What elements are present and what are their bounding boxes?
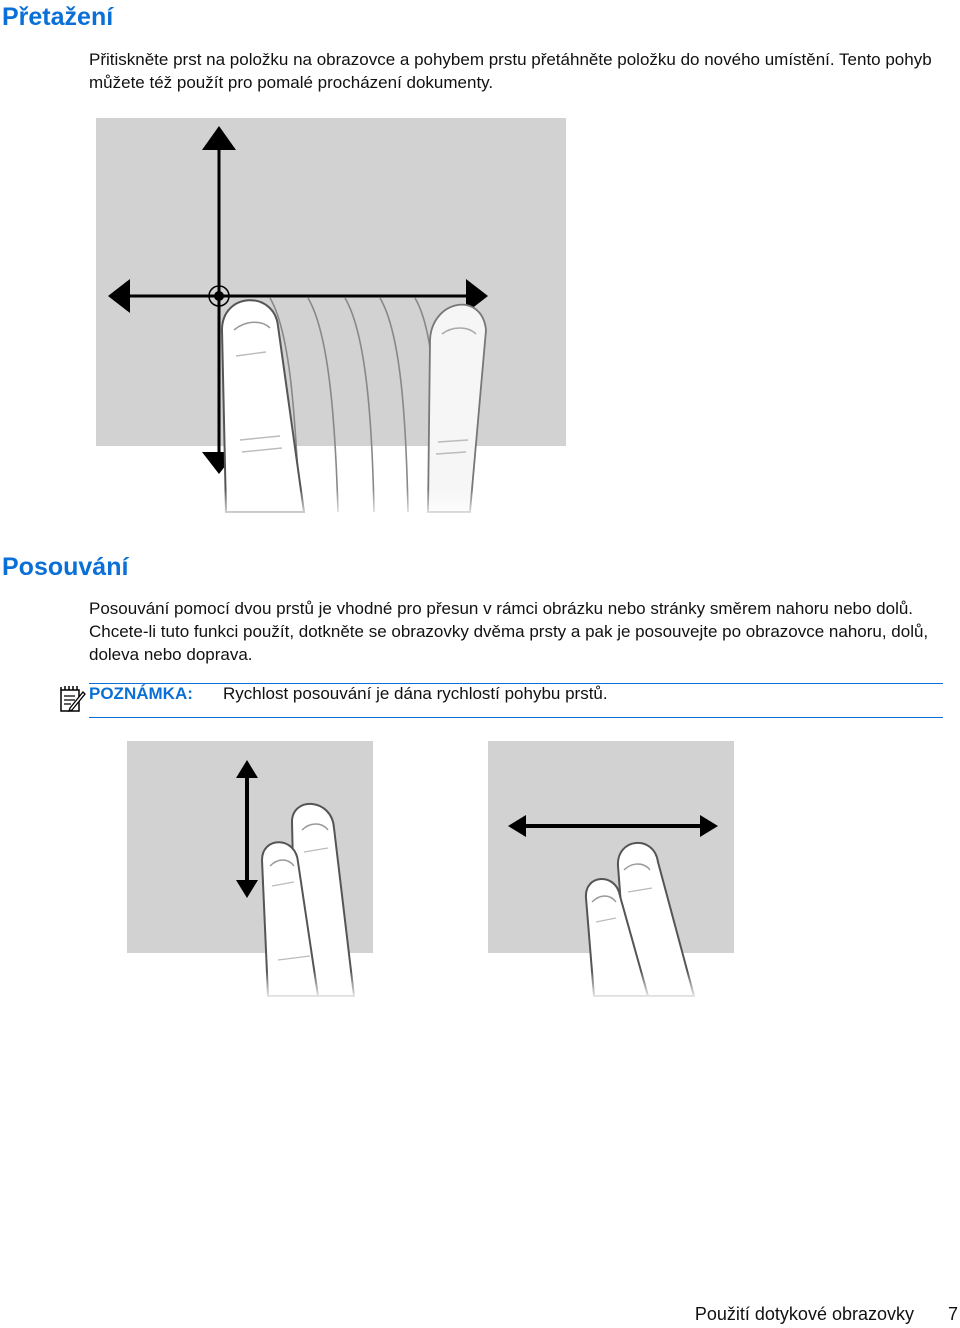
paragraph-pretazeni: Přitiskněte prst na položku na obrazovce a pohybem prstu přetáhněte položku do nového umístění. Tento pohyb můžete též použít pro pomalé procházení dokumenty. — [89, 50, 932, 92]
note-label: POZNÁMKA: — [89, 684, 193, 703]
footer-title: Použití dotykové obrazovky — [694, 1304, 914, 1324]
note-icon — [58, 684, 86, 714]
vertical-scroll-figure — [120, 736, 385, 1001]
horizontal-scroll-figure — [482, 736, 747, 1001]
heading-pretazeni: Přetažení — [2, 3, 114, 31]
paragraph-posouvani: Posouvání pomocí dvou prstů je vhodné pro přesun v rámci obrázku nebo stránky směrem nahoru nebo dolů. Chcete-li tuto funkci použít, dotkněte se obrazovky dvěma prsty a pak je posouvejte po obrazovce nahoru, dolů, doleva nebo doprava. — [89, 599, 929, 664]
note-text: Rychlost posouvání je dána rychlostí pohybu prstů. — [223, 684, 608, 703]
heading-posouvani: Posouvání — [2, 553, 129, 581]
note-bottom-rule — [89, 717, 943, 718]
drag-gesture-figure — [90, 112, 580, 522]
page-number: 7 — [947, 1304, 958, 1324]
